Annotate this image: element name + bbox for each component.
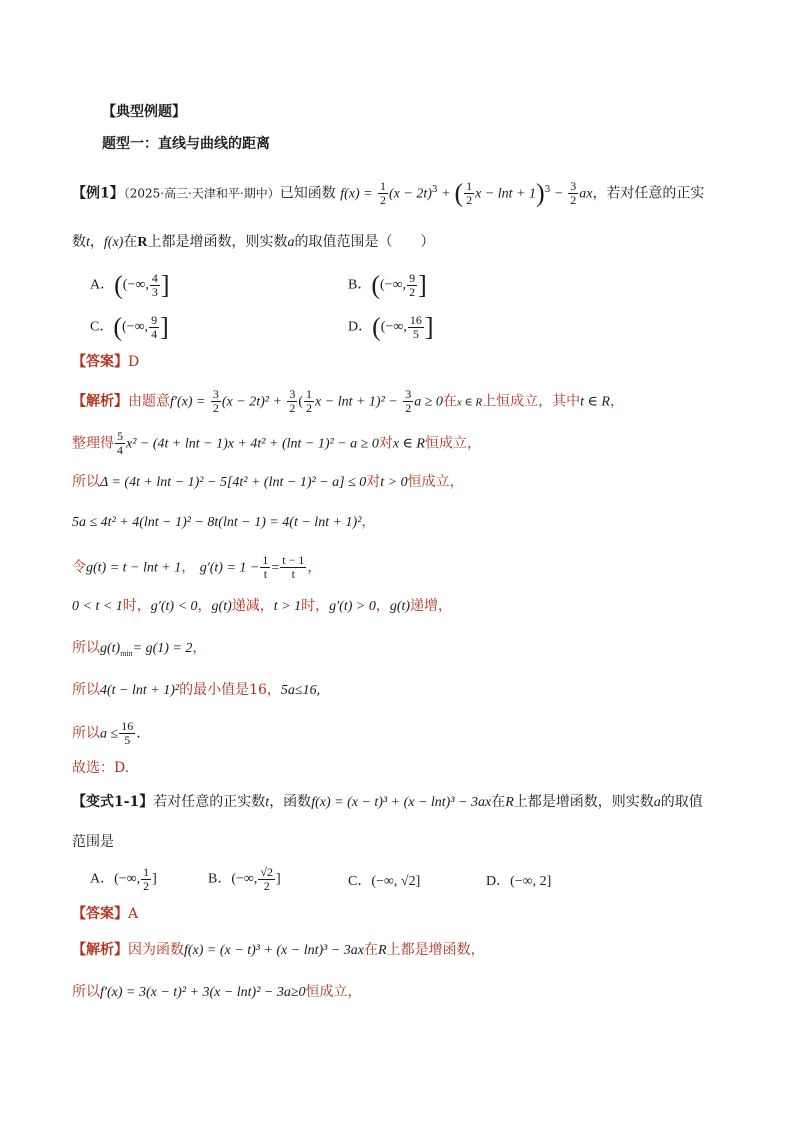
answer-value: D	[128, 354, 140, 370]
stem-var-t: t	[86, 235, 90, 250]
analysis-line-5: 令g(t) = t − lnt + 1， g′(t) = 1 − $\frac{1}{t}$ = $\frac{t - 1}{t}$ ，	[72, 553, 322, 581]
variant-stem-line1: 【变式1-1】若对任意的正实数t，函数f(x) = (x − t)³ + (x − lnt)³ − 3ax在R上都是增函数，则实数a的取值	[72, 794, 703, 810]
function-lhs: f(x) =	[340, 186, 373, 202]
fraction-half-1: $\frac{1}{2}$	[380, 179, 387, 208]
analysis-line-8: 所以4(t − lnt + 1)²的最小值是16，5a≤16,	[72, 682, 321, 698]
stem-text: 数	[72, 234, 86, 250]
analysis-line-7: 所以$g(t)_{min}= g(1) = 2$，	[72, 640, 207, 658]
analysis-line-3: 所以Δ = (4t + lnt − 1)² − 5[4t² + (lnt − 1)² − a] ≤ 0对t > 0恒成立，	[72, 474, 464, 490]
variant-option-c[interactable]: C．(−∞, √2]	[348, 874, 421, 889]
stem-text: 上都是增函数，则实数	[147, 234, 288, 250]
analysis-line-1: 【解析】由题意f′(x) = $\frac{3}{2}$ (x − 2t)² + $\frac{3}{2}$ ( $\frac{1}{2}$ x − lnt + 1)² − $\frac{3}{2}$ a ≥ 0在x ∈ R上恒成立，其中t ∈ R，	[72, 387, 624, 415]
example1-stem-line2	[72, 232, 434, 253]
example1-source: （2025·高三·天津和平·期中）	[123, 186, 280, 201]
function-mid2: x − lnt + 1	[475, 186, 536, 202]
example1-stem-b: ，若对任意的正实	[592, 185, 705, 202]
variant-analysis-line-1: 【解析】因为函数f(x) = (x − t)³ + (x − lnt)³ − 3ax在R上都是增函数，	[72, 942, 485, 958]
type-title: 题型一：直线与曲线的距离	[102, 136, 270, 152]
analysis-line-6: 0 < t < 1时，g′(t) < 0，g(t)递减，t > 1时，g′(t) > 0，g(t)递增，	[72, 598, 453, 614]
conclusion: 故选：D.	[72, 760, 130, 776]
variant-analysis-line-2: 所以f′(x) = 3(x − t)² + 3(x − lnt)² − 3a≥0恒成立，	[72, 984, 362, 1000]
stem-text: 在	[123, 234, 138, 250]
answer-label: 【答案】	[72, 354, 128, 370]
example1-label: 【例1】	[72, 185, 124, 202]
stem-var-a: a	[287, 235, 295, 250]
example1-answer	[72, 352, 139, 372]
stem-text: 的取值范围是（ ）	[294, 234, 435, 250]
analysis-line-4: 5a ≤ 4t² + 4(lnt − 1)² − 8t(lnt − 1) = 4(t − lnt + 1)²，	[72, 514, 376, 530]
example1-stem-a: 已知函数	[279, 185, 336, 202]
stem-text: ，	[89, 234, 104, 250]
option-a[interactable]: A．((−∞, $\frac{4}{3}$ ]	[90, 270, 170, 300]
variant-option-d[interactable]: D．(−∞, 2]	[486, 874, 552, 889]
variant-option-b[interactable]: B．(−∞, $\frac{√2}{2}$ ]	[208, 865, 281, 893]
example1-stem-line1: 【例1】（2025·高三·天津和平·期中）已知函数 f(x) = $\frac{1}{2}$ $(x - 2t)^3$ + ( $\frac{1}{2}$ x − lnt + 1)$^3$ − $\frac{3}{2}$ ax，若对任意的正实	[72, 178, 705, 208]
variant-stem-line2: 范围是	[72, 834, 114, 850]
section-title: 【典型例题】	[102, 104, 186, 120]
option-d[interactable]: D．((−∞, $\frac{16}{5}$ ]	[348, 312, 434, 342]
variant-answer: 【答案】A	[72, 906, 139, 922]
function-tail: ax	[579, 186, 593, 202]
analysis-line-9: 所以a ≤ $\frac{16}{5}$ .	[72, 719, 141, 747]
option-c[interactable]: C．((−∞, $\frac{9}{4}$ ]	[90, 312, 169, 342]
stem-fx: f(x)	[103, 235, 124, 250]
function-mid: (x − 2t)	[389, 186, 432, 202]
variant-option-a[interactable]: A．(−∞, $\frac{1}{2}$ ]	[90, 865, 157, 893]
stem-R: R	[137, 235, 148, 250]
fraction-half-2: $\frac{1}{2}$	[466, 179, 473, 208]
analysis-line-2: 整理得 $\frac{5}{4}$ x² − (4t + lnt − 1)x + 4t² + (lnt − 1)² − a ≥ 0对x ∈ R恒成立，	[72, 429, 481, 457]
option-b[interactable]: B．((−∞, $\frac{9}{2}$ ]	[348, 270, 427, 300]
fraction-three-halves: $\frac{3}{2}$	[570, 179, 577, 208]
